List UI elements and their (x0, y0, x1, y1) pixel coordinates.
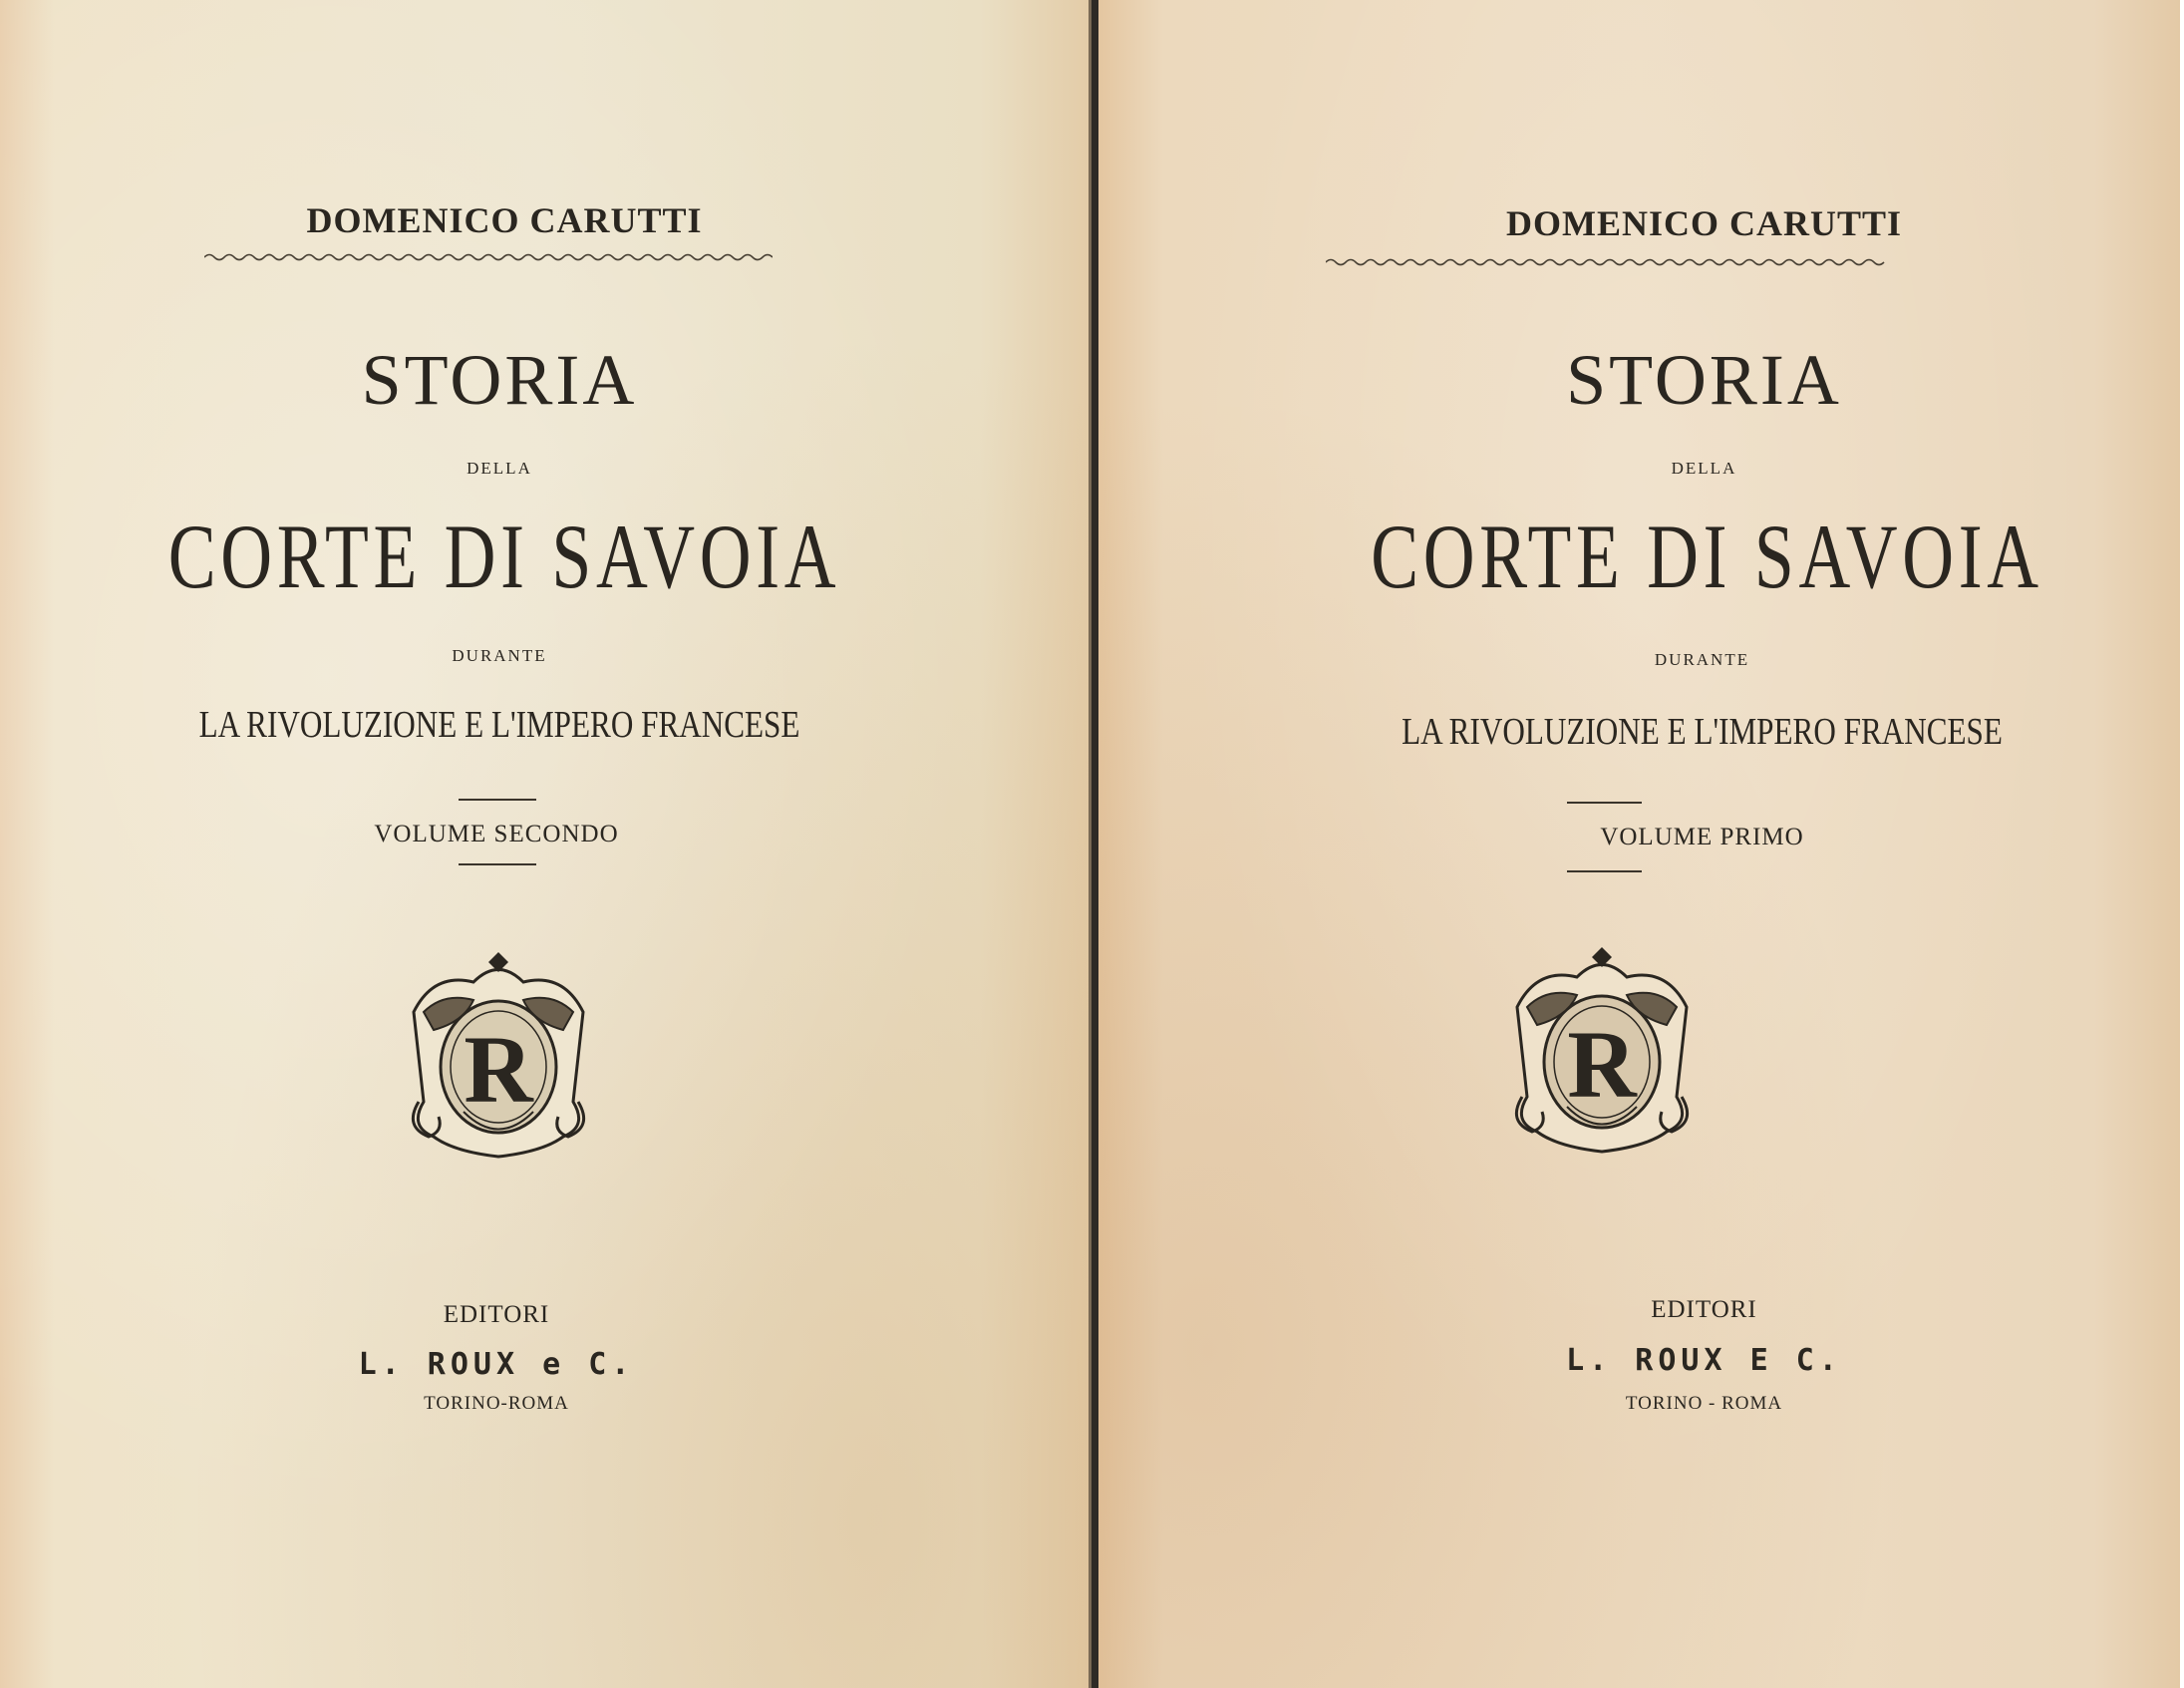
author-name: DOMENICO CARUTTI (1505, 203, 1903, 243)
wavy-rule (1326, 257, 1889, 267)
cover-gap-shadow (1092, 0, 1098, 1688)
subtitle-rivoluzione: LA RIVOLUZIONE E L'IMPERO FRANCESE (198, 704, 800, 746)
title-corte-di-savoia: CORTE DI SAVOIA (1371, 506, 2043, 607)
title-della: DELLA (1671, 459, 1737, 478)
cover-volume-primo (1098, 0, 2180, 1688)
subtitle-rivoluzione: LA RIVOLUZIONE E L'IMPERO FRANCESE (1402, 711, 2003, 753)
publisher-emblem-icon (394, 952, 603, 1162)
subtitle-durante: DURANTE (452, 646, 547, 665)
volume-label: VOLUME PRIMO (1600, 824, 1804, 850)
title-storia: STORIA (1566, 340, 1842, 420)
rule-top (1567, 802, 1642, 804)
publisher-emblem-icon (1497, 947, 1707, 1157)
editori-label: EDITORI (1651, 1296, 1757, 1323)
publisher-cities: TORINO - ROMA (1625, 1393, 1783, 1414)
volume-label: VOLUME SECONDO (374, 821, 619, 847)
publisher-cities: TORINO-ROMA (424, 1393, 569, 1414)
rule-bottom (1567, 870, 1642, 872)
svg-text:R: R (1567, 1011, 1637, 1118)
author-name: DOMENICO CARUTTI (306, 200, 703, 240)
rule-bottom (459, 863, 536, 865)
title-storia: STORIA (361, 340, 638, 420)
svg-text:R: R (464, 1016, 533, 1123)
rule-top (459, 799, 536, 801)
subtitle-durante: DURANTE (1654, 650, 1750, 669)
wavy-rule (204, 252, 773, 262)
editori-label: EDITORI (443, 1301, 550, 1328)
publisher-name: L. ROUX e C. (358, 1347, 635, 1382)
publisher-name: L. ROUX E C. (1566, 1343, 1842, 1378)
title-della: DELLA (467, 459, 532, 478)
title-corte-di-savoia: CORTE DI SAVOIA (167, 506, 841, 607)
